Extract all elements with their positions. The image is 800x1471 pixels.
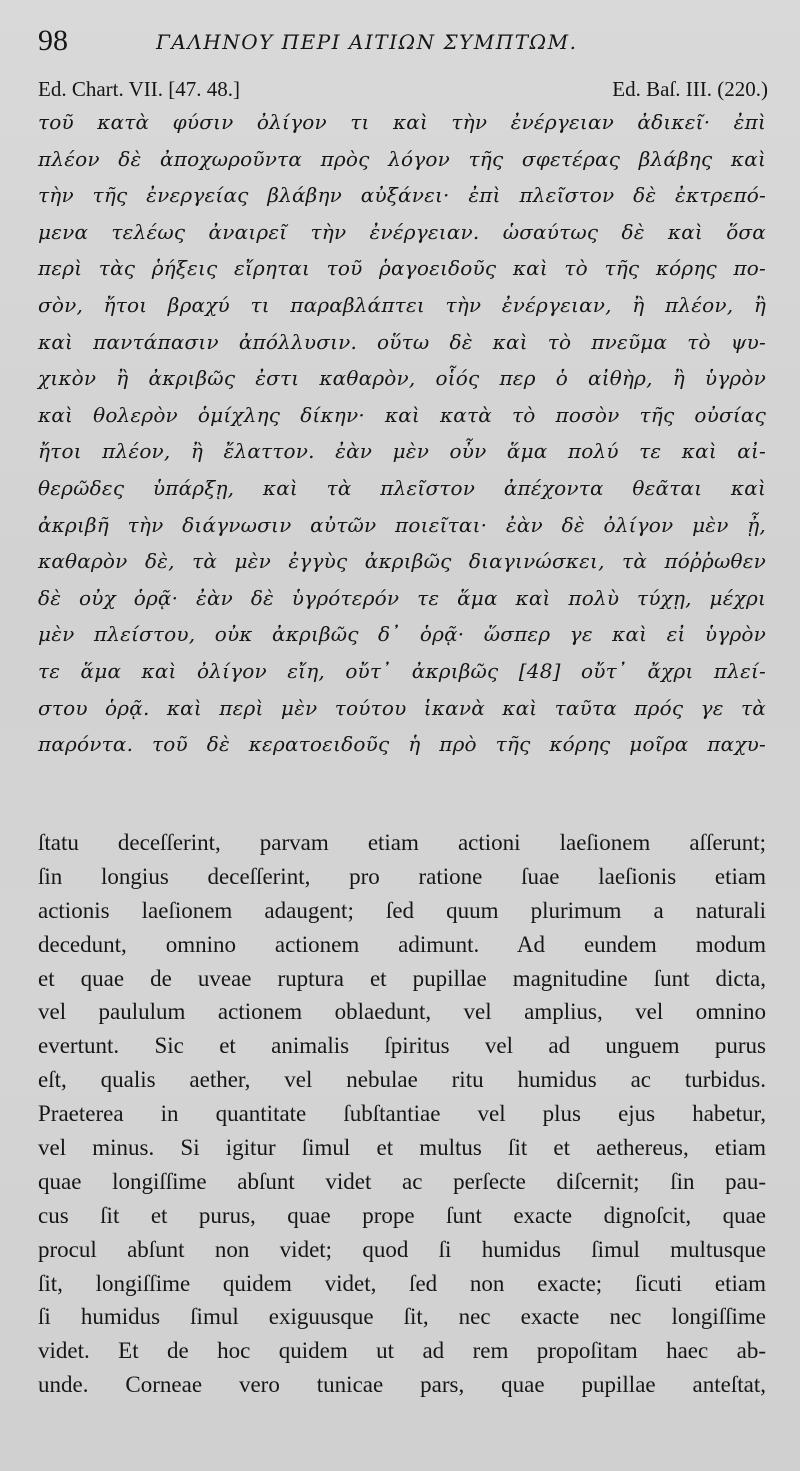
greek-line: πλέον δὲ ἀποχωροῦντα πρὸς λόγον τῆς σφετέρας βλάβης καὶ xyxy=(38,146,766,171)
latin-line: actionis laeſionem adaugent; ſed quum plurimum a naturali xyxy=(38,897,766,923)
greek-line: παρόντα. τοῦ δὲ κερατοειδοῦς ἡ πρὸ τῆς κόρης μοῖρα παχυ- xyxy=(38,732,766,757)
edition-references xyxy=(38,76,768,104)
latin-line: eſt, qualis aether, vel nebulae ritu humidus ac turbidus. xyxy=(38,1067,766,1093)
page-number: 98 xyxy=(38,24,68,57)
greek-line: χικὸν ἢ ἀκριβῶς ἐστι καθαρὸν, οἷός περ ὁ αἰθὴρ, ἢ ὑγρὸν xyxy=(38,366,766,391)
latin-line: quae longiſſime abſunt videt ac perſecte diſcernit; ſin pau- xyxy=(38,1168,766,1194)
greek-line: καθαρὸν δὲ, τὰ μὲν ἐγγὺς ἀκριβῶς διαγινώσκει, τὰ πόῤῥωθεν xyxy=(38,549,766,574)
greek-line: δὲ οὐχ ὁρᾷ· ἐὰν δὲ ὑγρότερόν τε ἅμα καὶ πολὺ τύχῃ, μέχρι xyxy=(38,585,766,610)
latin-line: unde. Corneae vero tunicae pars, quae pupillae anteſtat, xyxy=(38,1372,766,1398)
page-header xyxy=(38,18,768,58)
greek-line: στου ὁρᾷ. καὶ περὶ μὲν τούτου ἱκανὰ καὶ ταῦτα πρός γε τὰ xyxy=(38,695,766,720)
latin-line: videt. Et de hoc quidem ut ad rem propoſitam haec ab- xyxy=(38,1338,766,1364)
latin-text-block xyxy=(38,826,766,1402)
latin-line: et quae de uveae ruptura et pupillae magnitudine ſunt dicta, xyxy=(38,965,766,991)
greek-line: ἀκριβῆ τὴν διάγνωσιν αὐτῶν ποιεῖται· ἐὰν δὲ ὀλίγον μὲν ᾖ, xyxy=(38,512,766,537)
latin-line: ſtatu deceſſerint, parvam etiam actioni laeſionem aſſerunt; xyxy=(38,830,766,855)
greek-line: τε ἅμα καὶ ὀλίγον εἴη, οὔτ᾽ ἀκριβῶς [48] οὔτ᾽ ἄχρι πλεί- xyxy=(38,658,766,683)
greek-line: θερῶδες ὑπάρξῃ, καὶ τὰ πλεῖστον ἀπέχοντα θεᾶται καὶ xyxy=(38,475,766,500)
greek-line: καὶ θολερὸν ὁμίχλης δίκην· καὶ κατὰ τὸ ποσὸν τῆς οὐσίας xyxy=(38,402,766,427)
latin-line: vel paululum actionem oblaedunt, vel amplius, vel omnino xyxy=(38,999,766,1025)
latin-line: ſit, longiſſime quidem videt, ſed non exacte; ſicuti etiam xyxy=(38,1270,766,1296)
greek-line: σὸν, ἤτοι βραχύ τι παραβλάπτει τὴν ἐνέργειαν, ἢ πλέον, ἢ xyxy=(38,292,766,317)
latin-line: cus ſit et purus, quae prope ſunt exacte dignoſcit, quae xyxy=(38,1202,766,1228)
greek-line: μενα τελέως ἀναιρεῖ τὴν ἐνέργειαν. ὡσαύτως δὲ καὶ ὅσα xyxy=(38,219,766,244)
latin-line: vel minus. Si igitur ſimul et multus ſit et aethereus, etiam xyxy=(38,1135,766,1161)
greek-line: τοῦ κατὰ φύσιν ὀλίγον τι καὶ τὴν ἐνέργειαν ἀδικεῖ· ἐπὶ xyxy=(38,110,766,134)
latin-line: procul abſunt non videt; quod ſi humidus ſimul multusque xyxy=(38,1236,766,1262)
greek-line: ἤτοι πλέον, ἢ ἔλαττον. ἐὰν μὲν οὖν ἅμα πολύ τε καὶ αἰ- xyxy=(38,439,766,464)
greek-text-block xyxy=(38,104,766,763)
running-title: ΓΑΛΗΝΟΥ ΠΕΡΙ ΑΙΤΙΩΝ ΣΥΜΠΤΩΜ. xyxy=(156,30,578,54)
greek-line: καὶ παντάπασιν ἀπόλλυσιν. οὕτω δὲ καὶ τὸ πνεῦμα τὸ ψυ- xyxy=(38,329,766,354)
latin-line: Praeterea in quantitate ſubſtantiae vel plus ejus habetur, xyxy=(38,1101,766,1127)
greek-line: τὴν τῆς ἐνεργείας βλάβην αὐξάνει· ἐπὶ πλεῖστον δὲ ἐκτρεπό- xyxy=(38,183,766,208)
latin-line: decedunt, omnino actionem adimunt. Ad eundem modum xyxy=(38,931,766,957)
latin-line: ſin longius deceſſerint, pro ratione ſuae laeſionis etiam xyxy=(38,863,766,889)
latin-line: ſi humidus ſimul exiguusque ſit, nec exacte nec longiſſime xyxy=(38,1304,766,1330)
greek-line: περὶ τὰς ῥήξεις εἴρηται τοῦ ῥαγοειδοῦς καὶ τὸ τῆς κόρης πο- xyxy=(38,256,766,281)
edition-chartier-reference: Ed. Chart. VII. [47. 48.] xyxy=(38,77,240,101)
latin-line: evertunt. Sic et animalis ſpiritus vel ad unguem purus xyxy=(38,1033,766,1059)
greek-line: μὲν πλείστου, οὐκ ἀκριβῶς δ᾽ ὁρᾷ· ὥσπερ γε καὶ εἰ ὑγρὸν xyxy=(38,622,766,647)
edition-basel-reference: Ed. Baſ. III. (220.) xyxy=(612,77,768,101)
